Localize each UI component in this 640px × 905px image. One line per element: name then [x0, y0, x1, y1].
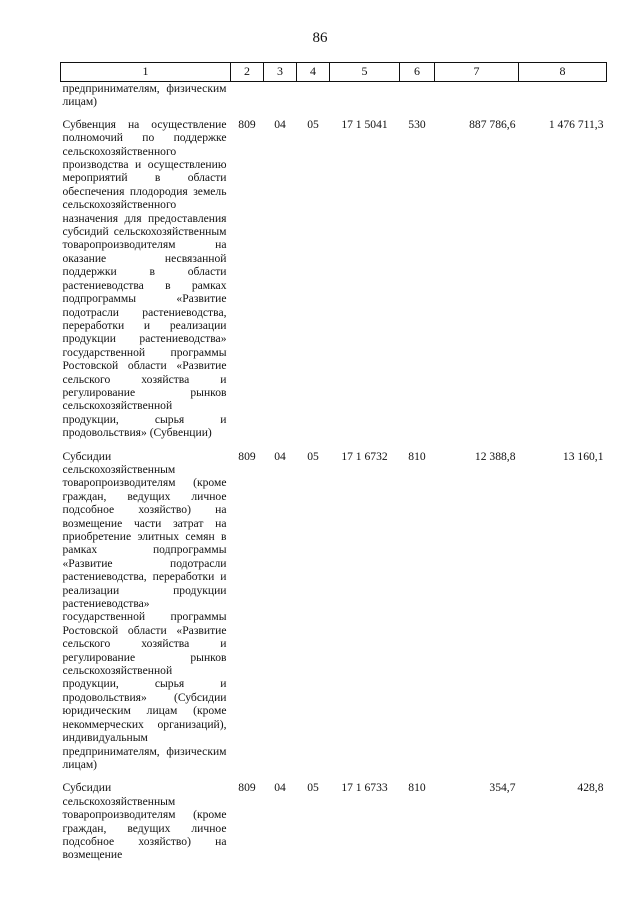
- budget-table: [60, 62, 607, 872]
- col-header-3: 3: [264, 63, 297, 82]
- row-description: Субсидии сельскохозяйственным товаропроизводителям (кроме граждан, ведущих личное подсобное хозяйство) на возмещение части затрат на приобретение элитных семян в рамках подпрограммы «Развитие подотрасли растениеводства, переработки и реализации продукции растениеводства» государственной программы Ростовской области «Развитие сельского хозяйства и регулирование рынков сельскохозяйственной продукции, сырья и продовольствия» (Субсидии юридическим лицам (кроме некоммерческих организаций), индивидуальным предпринимателям, физическим лицам): [62, 449, 227, 771]
- table-header: [61, 63, 607, 82]
- cell-target-article: 17 1 5041: [341, 117, 388, 131]
- col-header-6: 6: [400, 63, 435, 82]
- row-description: предпринимателям, физическим лицам): [62, 82, 227, 109]
- table-row: [61, 118, 607, 450]
- cell-ministry: 809: [238, 781, 256, 795]
- cell-section: 04: [274, 449, 286, 463]
- col-header-7: 7: [435, 63, 519, 82]
- table-row-continuation: [61, 82, 607, 118]
- table-row: [61, 450, 607, 782]
- cell-ministry: 809: [238, 449, 256, 463]
- cell-target-article: 17 1 6733: [341, 781, 388, 795]
- col-header-1: 1: [61, 63, 231, 82]
- cell-amount-2: 428,8: [577, 781, 604, 795]
- col-header-4: 4: [297, 63, 330, 82]
- cell-amount-1: 12 388,8: [474, 449, 516, 463]
- col-header-8: 8: [519, 63, 607, 82]
- cell-amount-2: 1 476 711,3: [548, 117, 604, 131]
- table-row: [61, 781, 607, 871]
- col-header-2: 2: [231, 63, 264, 82]
- cell-ministry: 809: [238, 117, 256, 131]
- cell-subsection: 05: [307, 781, 319, 795]
- col-header-5: 5: [330, 63, 400, 82]
- cell-section: 04: [274, 117, 286, 131]
- row-description: Субвенция на осуществление полномочий по поддержке сельскохозяйственного производства и осуществлению мероприятий в области обеспечения плодородия земель сельскохозяйственного назначения для предоставления субсидий сельскохозяйственным товаропроизводителям на оказание несвязанной поддержки в области растениеводства в рамках подпрограммы «Развитие подотрасли растениеводства, переработки и реализации продукции растениеводства» государственной программы Ростовской области «Развитие сельского хозяйства и регулирование рынков сельскохозяйственной продукции, сырья и продовольствия» (Субвенции): [62, 117, 227, 440]
- cell-amount-2: 13 160,1: [562, 449, 604, 463]
- cell-expense-type: 810: [408, 781, 426, 795]
- cell-expense-type: 810: [408, 449, 426, 463]
- cell-target-article: 17 1 6732: [341, 449, 388, 463]
- cell-amount-1: 887 786,6: [469, 117, 516, 131]
- cell-amount-1: 354,7: [489, 781, 516, 795]
- cell-expense-type: 530: [408, 117, 426, 131]
- cell-subsection: 05: [307, 117, 319, 131]
- cell-subsection: 05: [307, 449, 319, 463]
- page-number: 86: [312, 30, 328, 46]
- row-description: Субсидии сельскохозяйственным товаропроизводителям (кроме граждан, ведущих личное подсобное хозяйство) на возмещение: [62, 781, 227, 862]
- cell-section: 04: [274, 781, 286, 795]
